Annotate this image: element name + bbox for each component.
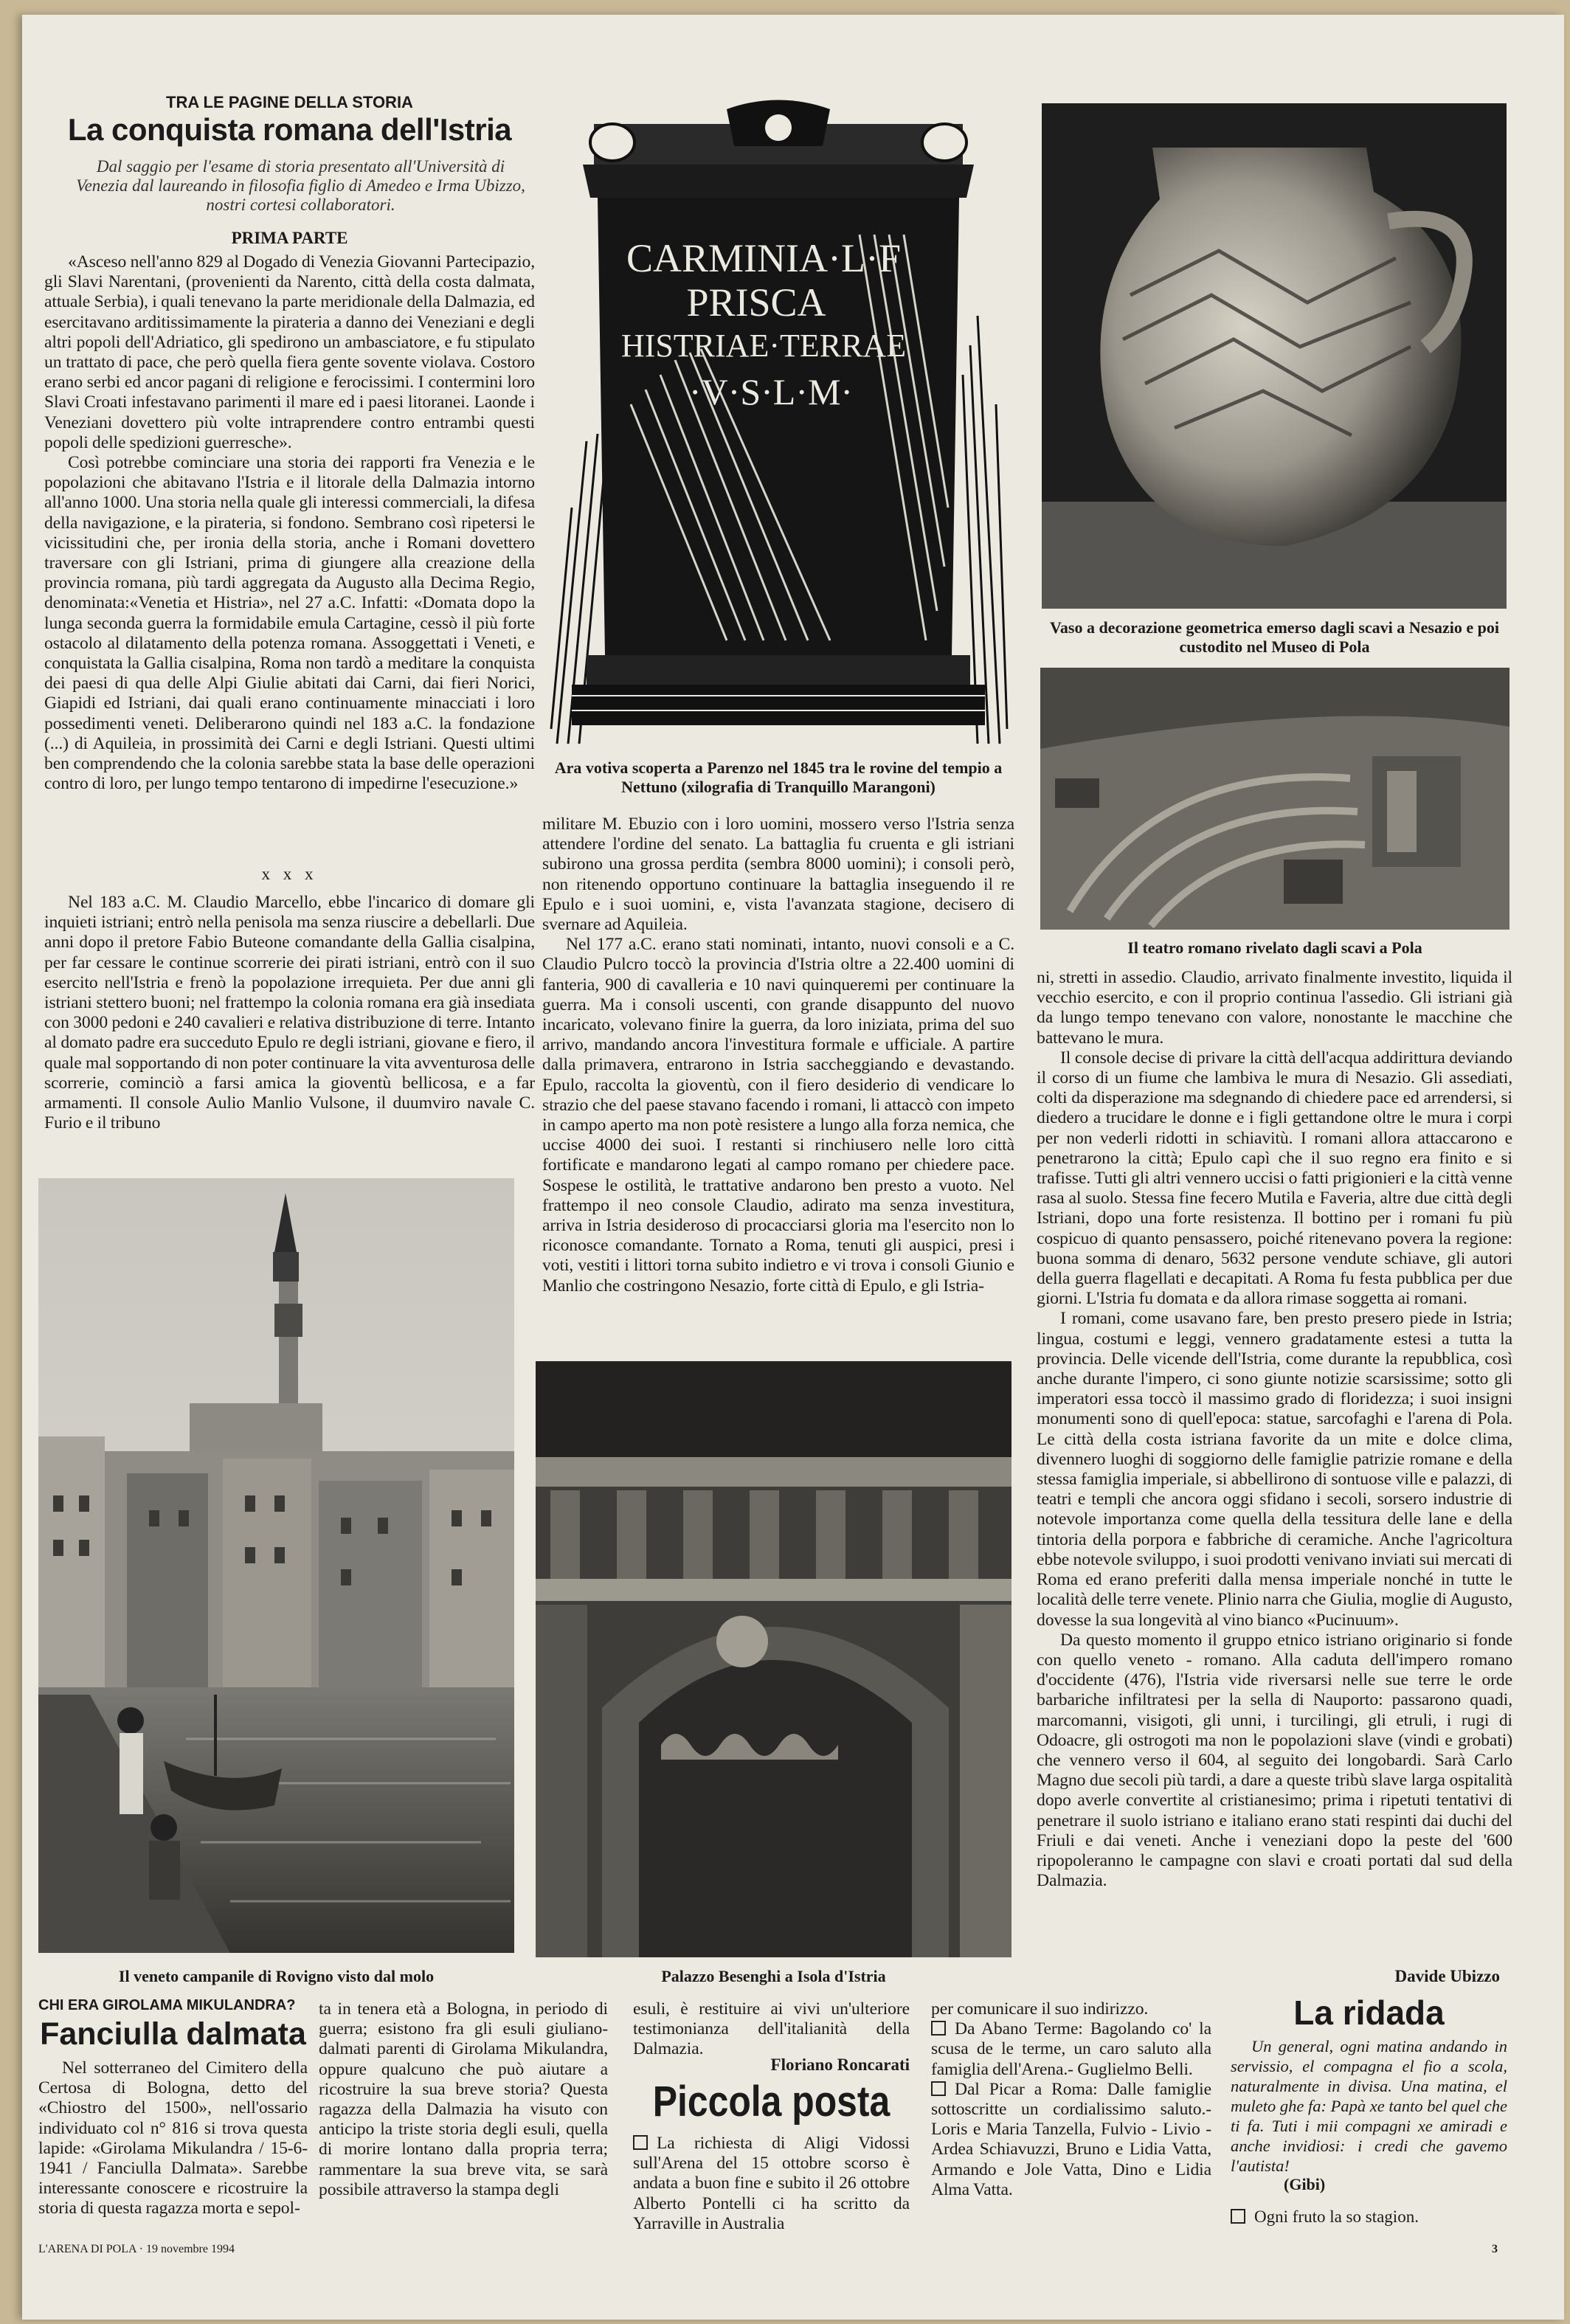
paragraph: ni, stretti in assedio. Claudio, arrivato finalmente investito, liquida il vecchio esercito, e con il proprio continua l'assedio. Gli istriani già da lungo tempo tenevano con valore, nonostante le macchine che battevano le mura. — [1037, 968, 1512, 1048]
rovigno-caption: Il veneto campanile di Rovigno visto dal molo — [118, 1967, 435, 1985]
sidebar-kicker: CHI ERA GIROLAMA MIKULANDRA? — [38, 1997, 296, 2013]
piccola-posta-column-2 — [931, 1999, 1211, 2200]
ridada-proverb-line — [1231, 2207, 1507, 2227]
checkbox-icon — [931, 2081, 946, 2096]
paragraph: esuli, è restituire ai vivi un'ulteriore testimonianza dell'italianità della Dalmazia. — [633, 1999, 910, 2059]
rovigno-bell-tower-photo — [38, 1178, 514, 1953]
paragraph: La richiesta di Aligi Vidossi sull'Arena del 15 ottobre scorso è andata a buon fine e subito il 26 ottobre Alberto Pontelli ci ha scritto da Yarraville in Australia — [633, 2134, 910, 2233]
engraving-caption: Ara votiva scoperta a Parenzo nel 1845 tra le rovine del tempio a Nettuno (xilografia di Tranquillo Marangoni) — [554, 758, 1003, 796]
piccola-posta-headline: Piccola posta — [652, 2078, 891, 2126]
article-column-2 — [542, 815, 1014, 1296]
paragraph: Nel 183 a.C. M. Claudio Marcello, ebbe l'incarico di domare gli inquieti istriani; entrò nella penisola ma senza riuscire a debellarli. Due anni dopo il pretore Fabio Buteone comandante della Gallia cisalpina, per far cessare le continue scorrerie dei pirati istriani, entrò con il suo esercito nell'Istria e frenò la popolazione irrequieta. Per due anni gli istriani stettero buoni; nel frattempo la colonia romana era già insediata con 3000 pedoni e 240 cavalieri e relativa distribuzione di terre. Intanto al domato padre era succeduto Epulo re degli istriani, giovane e fiero, il quale mal sopportando di non poter continuare la vita avventurosa delle scorrerie, cominciò a farsi amica la gioventù bellicosa, e a far armamenti. Il console Aulio Manlio Vulsone, il duumviro navale C. Furio e il tribuno — [44, 893, 535, 1133]
vase-caption: Vaso a decorazione geometrica emerso dagli scavi a Nesazio e poi custodito nel Museo di Pola — [1050, 618, 1499, 656]
palazzo-caption: Palazzo Besenghi a Isola d'Istria — [661, 1967, 886, 1985]
palazzo-besenghi-photo — [536, 1361, 1011, 1957]
piccola-posta-item-1 — [633, 2134, 910, 2234]
inscription-line: PRISCA — [686, 280, 826, 325]
paragraph: ta in tenera età a Bologna, in periodo di guerra; esistono fra gli esuli giuliano-dalmati parenti di Girolama Mikulandra, oppure qualcuno che può aiutare a ricostruire la sua breve storia? Questa ragazza della Dalmazia ha visuto con anticipo la triste storia degli esuli, quella di morire lontano dalla propria terra; rammentare la sua breve vita, se sarà possibile attraverso la stampa degli — [319, 1999, 608, 2199]
paragraph: Il console decise di privare la città dell'acqua addirittura deviando il corso di un fiume che lambiva le mura di Nesazio. Gli assediati, colti da disperazione ma sdegnando di chiedere pace ed arrendersi, si diedero a trucidare le donne e i figli gettandone oltre le mura i corpi per non vederli ridotti in schiavitù. I romani allora attaccarono e penetrarono la città; Epulo capì che il suo regno era finito e si trafisse. Tutti gli altri vennero uccisi o fatti prigionieri e la città venne rasa al suolo. Stessa fine fecero Mutila e Faveria, altre due città degli Istriani, dopo una forte resistenza. Il bottino per i romani fu più cospicuo di quanto pensassero, poiché ritenevano povera la regione: buona somma di denaro, 5632 persone vendute schiave, gli autori della guerra flagellati e decapitati. A Roma fu festa pubblica per due giorni. L'Istria fu domata e da allora rimase soggetta ai romani. — [1037, 1048, 1512, 1309]
sidebar-column-1 — [38, 2058, 308, 2219]
footer-masthead: L'ARENA DI POLA · 19 novembre 1994 — [38, 2243, 235, 2255]
geometric-vase-photo — [1042, 103, 1507, 609]
ridada-text: Un general, ogni matina andando in servissio, el compagna el fio a scola, naturalmente in divisa. Una matina, el muleto ghe fa: Papà xe tanto bel quel che ti fa. Tuti i mii compagni xe amiradi e anche invidiosi: i credi che gavemo l'autista! — [1231, 2037, 1507, 2175]
paragraph: Da questo momento il gruppo etnico istriano originario si fonde con quello veneto - romano. Alla caduta dell'impero romano d'occidente (476), l'Istria vide riversarsi nelle sue terre le orde barbariche infiltratesi per la sella di Nauporto: passarono quadi, marcomanni, visigoti, gli unni, i turcilingi, gli etruli, i rugi di Odoacre, gli ostrogoti ma non le popolazioni slave (vindi e grobati) che vennero verso il 604, al seguito dei longobardi. Sarà Carlo Magno due secoli più tardi, a dare a queste tribù slave larga ospitalità dopo averle convertite al cristianesimo; prima i ripetuti tentativi di penetrare il suolo istriano e italiano erano stati respinti dai duchi del Friuli e dai veneti. Anche i veneziani dopo la peste del '600 ripopoleranno le campagne con slavi e croati portati dal sud della Dalmazia. — [1037, 1630, 1512, 1891]
paragraph: Da Abano Terme: Bagolando co' la scusa de le terme, un caro saluto alla famiglia dell'Arena.- Guglielmo Belli. — [931, 2019, 1211, 2079]
headline: La conquista romana dell'Istria — [67, 112, 512, 147]
part-heading: PRIMA PARTE — [231, 229, 348, 247]
checkbox-icon — [931, 2021, 946, 2036]
inscription-line: CARMINIA·L·F — [626, 236, 901, 280]
inscription-line: ·V·S·L·M· — [688, 371, 854, 412]
paragraph: militare M. Ebuzio con i loro uomini, mossero verso l'Istria senza attendere l'ordine del senato. La battaglia fu cruenta e gli istriani subirono una grossa perdita (sembra 8000 uomini); i consoli però, non ritenendo opportuno continuare la battaglia inseguendo il re Epulo e i suoi uomini, e, vista l'avanzata stagione, decisero di svernare ad Aquileia. — [542, 815, 1014, 935]
paragraph: «Asceso nell'anno 829 al Dogado di Venezia Giovanni Partecipazio, gli Slavi Narentani, (provenienti da Narento, città della costa dalmata, attuale Serbia), i quali tenevano la parte meridionale della Dalmazia, ed esercitavano arditissimamente la pirateria a danno dei Veneziani e degli altri popoli dell'Adriatico, gli spedirono un ambasciatore, e fu stipulato un trattato di pace, che però quella fiera gente sovente violava. Costoro erano serbi ed ancor pagani di religione e ferocissimi. I contermini loro Slavi Croati infestavano parimenti il mare ed i paesi litoranei. Laonde i Veneziani dovettero più volte intraprendere contro entrambi questi popoli delle spedizioni guerresche». — [44, 252, 535, 452]
section-separator: x x x — [261, 865, 318, 883]
sidebar-headline: Fanciulla dalmata — [40, 2016, 306, 2052]
page-number: 3 — [1492, 2243, 1498, 2255]
theatre-caption: Il teatro romano rivelato dagli scavi a Pola — [1127, 938, 1422, 957]
paragraph: Così potrebbe cominciare una storia dei rapporti fra Venezia e le popolazioni che abitavano l'Istria e il litorale della Dalmazia intorno all'anno 1000. Una storia nella quale gli interessi commerciali, la difesa della navigazione, e la pirateria, si fondono. Sembrano così ripetersi le vicissitudini che, per ironia della storia, anche i Romani dovettero traversare con gli Istriani, prima di giungere alla creazione della provincia romana, più tardi aggregata da Augusto alla Decima Regio, denominata:«Venetia et Histria», nel 27 a.C. Infatti: «Domata dopo la lunga seconda guerra la formidabile emula Cartagine, cessò il più forte ostacolo al dilatamento della potenza romana. Assoggettati i Veneti, e conquistata la Gallia cisalpina, Roma non tardò a meditare la conquista dei paesi di qua delle Alpi Giulie abitati dai Carni, dai fieri Norici, Giapidi ed Istriani, dai quali erano continuamente minacciati i loro possedimenti veneti. Deliberarono quindi nel 183 a.C. la fondazione (...) di Aquileia, in prossimità dei Carni e degli Istriani. Questi ultimi ben comprendendo che la colonia sarebbe stata la base delle operazioni contro di loro, per lungo tempo tentarono di impedirne l'esecuzione.» — [44, 453, 535, 794]
section-kicker: TRA LE PAGINE DELLA STORIA — [166, 93, 413, 111]
checkbox-icon — [1231, 2209, 1245, 2224]
sidebar-signature: Floriano Roncarati — [770, 2055, 910, 2074]
article-column-1 — [44, 252, 535, 794]
deck: Dal saggio per l'esame di storia presentato all'Università di Venezia dal laureando in filosofia figlio di Amedeo e Irma Ubizzo, nostri cortesi collaboratori. — [76, 157, 525, 214]
paragraph: I romani, come usavano fare, ben presto presero piede in Istria; lingua, costumi e leggi, vennero gradatamente estesi a tutta la provincia. Delle vicende dell'Istria, come durante la repubblica, così anche durante l'impero, ci sono giunte notizie scarsissime; sotto gli imperatori essa toccò il massimo grado di floridezza; i suoi insigni monumenti sono di quell'epoca: statue, sarcofaghi e l'arena di Pola. Le città della costa istriana favorite da un mite e dolce clima, divennero luoghi di soggiorno delle famiglie patrizie romane e della stessa famiglia imperiale, si abbellirono di sontuose ville e palazzi, di teatri e templi che ancora oggi sfidano i secoli, sorsero industrie di notevole importanza come quella della tessitura delle lane e della tintoria della porpora e fabbriche di ceramiche. Anche l'agricoltura ebbe notevole sviluppo, i suoi prodotti venivano inviati sui mercati di Roma ed erano preferiti dalla mensa imperiale nonché in tutte le località delle terre venete. Plinio narra che Giulia, moglie di Augusto, dovesse la sua longevità al vino bianco «Pucinuum». — [1037, 1309, 1512, 1630]
sidebar-column-3 — [633, 1999, 910, 2060]
ridada-headline: La ridada — [1293, 1993, 1445, 2032]
article-column-1-after — [44, 893, 535, 1133]
ridada-signature: (Gibi) — [1284, 2175, 1326, 2193]
sidebar-column-2 — [319, 1999, 608, 2200]
author-signature: Davide Ubizzo — [1394, 1967, 1500, 1985]
votive-altar-engraving — [542, 94, 1014, 755]
paragraph: per comunicare il suo indirizzo. — [931, 1999, 1149, 2019]
checkbox-icon — [633, 2135, 648, 2150]
inscription-line: HISTRIAE·TERRAE — [620, 328, 907, 364]
paragraph: Nel sotterraneo del Cimitero della Certosa di Bologna, detto del «Chiostro del 1500», nell'ossario individuato col n° 816 si trova questa lapide: «Girolama Mikulandra / 15-6-1941 / Fanciulla Dalmata». Sarebbe interessante conoscere e ricostruire la storia di questa ragazza morta e sepol- — [38, 2058, 308, 2218]
paragraph: Nel 177 a.C. erano stati nominati, intanto, nuovi consoli e a C. Claudio Pulcro toccò la provincia d'Istria oltre a 22.400 uomini di fanteria, 900 di cavalleria e 10 navi quinqueremi per continuare la guerra. Ma i consoli uscenti, con grande disappunto del nuovo incaricato, volevano finire la guerra, da loro iniziata, prima del suo arrivo, mandando ancora l'investitura formale e ufficiale. A partire dalla primavera, entrarono in Istria saccheggiando e devastando. Epulo, raccolta la gioventù, con il fiero desiderio di vendicare lo strazio che del paese stavano facendo i romani, li attaccò con impeto in campo aperto ma non potè resistere a lungo alla forza nemica, che uccise 4000 dei suoi. I restanti si rinchiusero nelle loro città fortificate e mandarono legati al campo romano per chiedere pace. Sospese le ostilità, le trattative andarono ben presto a vuoto. Nel frattempo il neo console Claudio, adirato ma senza investitura, arriva in Istria desideroso di procacciarsi gloria ma l'esercito non lo riconosce comandante. Tornato a Roma, tenuti gli auspici, presi i voti, vestiti i littori torna subito indietro e vi trova i consoli Giunio e Manlio che costringono Nesazio, forte città di Epulo, e gli Istria- — [542, 935, 1014, 1296]
ridada-proverb: Ogni fruto la so stagion. — [1254, 2207, 1419, 2226]
roman-theatre-photo — [1040, 668, 1510, 930]
article-column-3 — [1037, 968, 1512, 1891]
paragraph: Dal Picar a Roma: Dalle famiglie sottoscritte un cordialissimo saluto.- Loris e Maria Tanzella, Fulvio - Livio - Ardea Schiavuzzi, Bruno e Lidia Vatta, Armando e Jole Vatta, Dino e Lidia Alma Vatta. — [931, 2079, 1211, 2199]
